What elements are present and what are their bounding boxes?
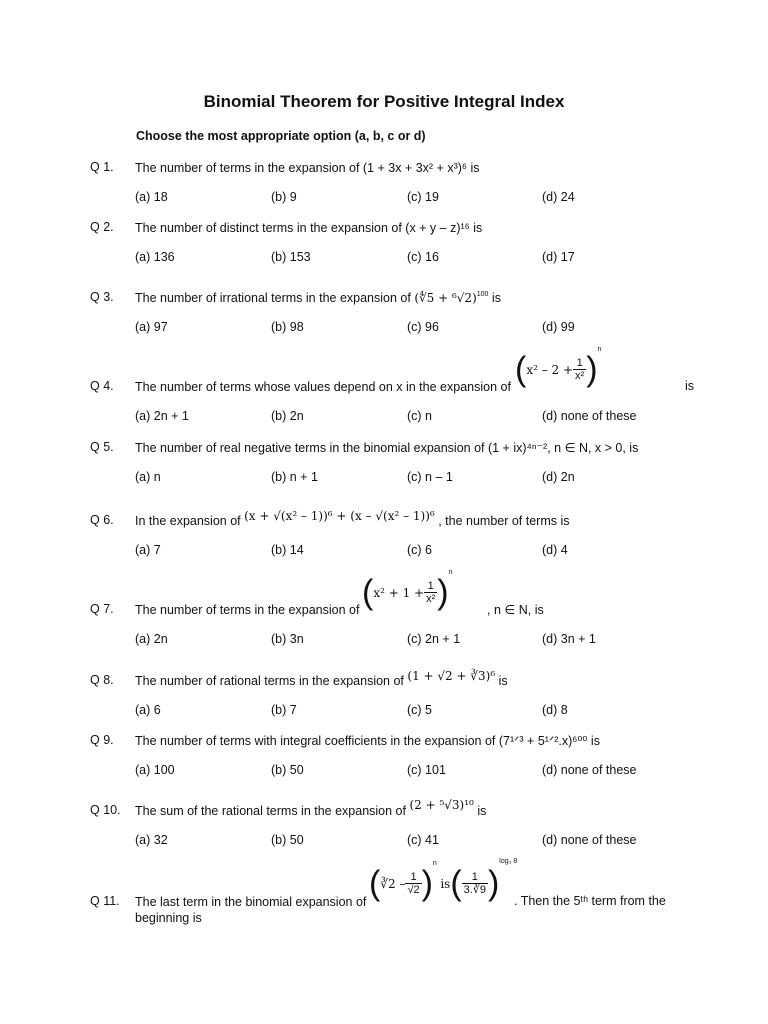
option-b[interactable]: (b) 7	[271, 703, 297, 717]
question-number: Q 9.	[90, 733, 114, 747]
math-expression: (1 + √2 + ∛3)⁶	[407, 669, 496, 683]
option-b[interactable]: (b) 14	[271, 543, 304, 557]
question-text: The number of rational terms in the expansion of	[135, 674, 404, 688]
question-number: Q 8.	[90, 673, 114, 687]
question-text-end: is	[477, 804, 487, 818]
question-text-end: is	[491, 291, 501, 305]
option-c[interactable]: (c) 6	[407, 543, 432, 557]
option-b[interactable]: (b) 98	[271, 320, 304, 334]
option-d[interactable]: (d) 99	[542, 320, 575, 334]
question-number: Q 10.	[90, 803, 121, 817]
fraction: $\frac{1}{√2}$	[407, 871, 420, 897]
options	[135, 190, 695, 208]
math-expression: (x² – 2 + $\frac{1}{\text{x²}}$ )$^n$	[515, 346, 602, 389]
options	[135, 632, 695, 650]
option-c[interactable]: (c) 41	[407, 833, 439, 847]
math-expression: (x² + 1 + $\frac{1}{\text{x²}}$ )$^n$	[362, 569, 453, 612]
option-b[interactable]: (b) 2n	[271, 409, 304, 423]
question-text: The number of terms whose values depend on x in the expansion of	[135, 380, 511, 394]
question-text: The number of terms with integral coefficients in the expansion of (7¹ᐟ³ + 5¹ᐟ².x)⁶⁰⁰ is	[135, 734, 600, 748]
question-text: The number of real negative terms in the binomial expansion of (1 + ix)⁴ⁿ⁻², n ∈ N, x > 0, is	[135, 441, 639, 455]
option-b[interactable]: (b) 3n	[271, 632, 304, 646]
options	[135, 703, 695, 721]
fraction: $\frac{1}{\text{x²}}$	[426, 580, 436, 606]
question-number: Q 2.	[90, 220, 114, 234]
option-a[interactable]: (a) 18	[135, 190, 168, 204]
option-b[interactable]: (b) 9	[271, 190, 297, 204]
question-text: The number of distinct terms in the expansion of (x + y – z)¹⁶ is	[135, 221, 483, 235]
options	[135, 543, 695, 561]
option-a[interactable]: (a) 97	[135, 320, 168, 334]
option-d[interactable]: (d) none of these	[542, 833, 637, 847]
option-c[interactable]: (c) n – 1	[407, 470, 453, 484]
option-d[interactable]: (d) 8	[542, 703, 568, 717]
question-text: The number of irrational terms in the expansion of	[135, 291, 411, 305]
option-a[interactable]: (a) 2n + 1	[135, 409, 189, 423]
option-a[interactable]: (a) 7	[135, 543, 161, 557]
question-number: Q 11.	[90, 894, 120, 908]
option-d[interactable]: (d) none of these	[542, 763, 637, 777]
option-d[interactable]: (d) 4	[542, 543, 568, 557]
math-expression: (2 + ⁵√3)¹⁰	[409, 798, 474, 812]
question-number: Q 3.	[90, 290, 114, 304]
option-b[interactable]: (b) n + 1	[271, 470, 318, 484]
question-text: In the expansion of	[135, 514, 241, 528]
option-a[interactable]: (a) n	[135, 470, 161, 484]
math-expression: (∛2 – $\frac{1}{√2}$ )$^n$ is( $\frac{1}{3.∛9}$ )$^{log_3 8}$	[369, 858, 518, 903]
option-c[interactable]: (c) 5	[407, 703, 432, 717]
options	[135, 409, 695, 427]
question-number: Q 7.	[90, 602, 114, 616]
question-text: The number of terms in the expansion of (1 + 3x + 3x² + x³)⁶ is	[135, 161, 480, 175]
option-c[interactable]: (c) 19	[407, 190, 439, 204]
option-d[interactable]: (d) 17	[542, 250, 575, 264]
option-d[interactable]: (d) 24	[542, 190, 575, 204]
option-b[interactable]: (b) 50	[271, 833, 304, 847]
question-text-end: is	[685, 379, 695, 393]
question-text-end: is	[498, 674, 508, 688]
fraction-2: $\frac{1}{3.∛9}$	[463, 871, 486, 897]
math-expression: (∜5 + ⁶√2)	[414, 291, 477, 305]
option-a[interactable]: (a) 136	[135, 250, 175, 264]
options	[135, 250, 695, 268]
option-d[interactable]: (d) 3n + 1	[542, 632, 596, 646]
option-a[interactable]: (a) 2n	[135, 632, 168, 646]
options	[135, 763, 695, 781]
question-number: Q 6.	[90, 513, 114, 527]
question-number: Q 4.	[90, 379, 114, 393]
option-d[interactable]: (d) 2n	[542, 470, 575, 484]
options	[135, 833, 695, 851]
question-text: The last term in the binomial expansion of	[135, 895, 367, 909]
option-b[interactable]: (b) 50	[271, 763, 304, 777]
options	[135, 470, 695, 488]
option-a[interactable]: (a) 32	[135, 833, 168, 847]
option-c[interactable]: (c) 96	[407, 320, 439, 334]
question-text-end: . Then the 5ᵗʰ term from the	[514, 894, 666, 908]
question-number: Q 5.	[90, 440, 114, 454]
question-text-end: , the number of terms is	[438, 514, 570, 528]
question-number: Q 1.	[90, 160, 114, 174]
option-d[interactable]: (d) none of these	[542, 409, 637, 423]
instructions: Choose the most appropriate option (a, b, c or d)	[136, 129, 426, 143]
option-c[interactable]: (c) 16	[407, 250, 439, 264]
options	[135, 320, 695, 338]
option-a[interactable]: (a) 100	[135, 763, 175, 777]
math-expression: (x + √(x² – 1))⁶ + (x – √(x² – 1))⁶	[244, 509, 435, 523]
page-title: Binomial Theorem for Positive Integral Index	[203, 92, 565, 111]
question-text-line-2: beginning is	[135, 911, 202, 925]
option-a[interactable]: (a) 6	[135, 703, 161, 717]
exponent: 100	[476, 291, 489, 298]
option-c[interactable]: (c) 2n + 1	[407, 632, 461, 646]
option-b[interactable]: (b) 153	[271, 250, 311, 264]
option-c[interactable]: (c) 101	[407, 763, 446, 777]
question-text: The number of terms in the expansion of	[135, 603, 360, 617]
question-text-end: , n ∈ N, is	[487, 603, 544, 617]
option-c[interactable]: (c) n	[407, 409, 432, 423]
question-text: The sum of the rational terms in the expansion of	[135, 804, 406, 818]
fraction: $\frac{1}{\text{x²}}$	[575, 357, 585, 383]
